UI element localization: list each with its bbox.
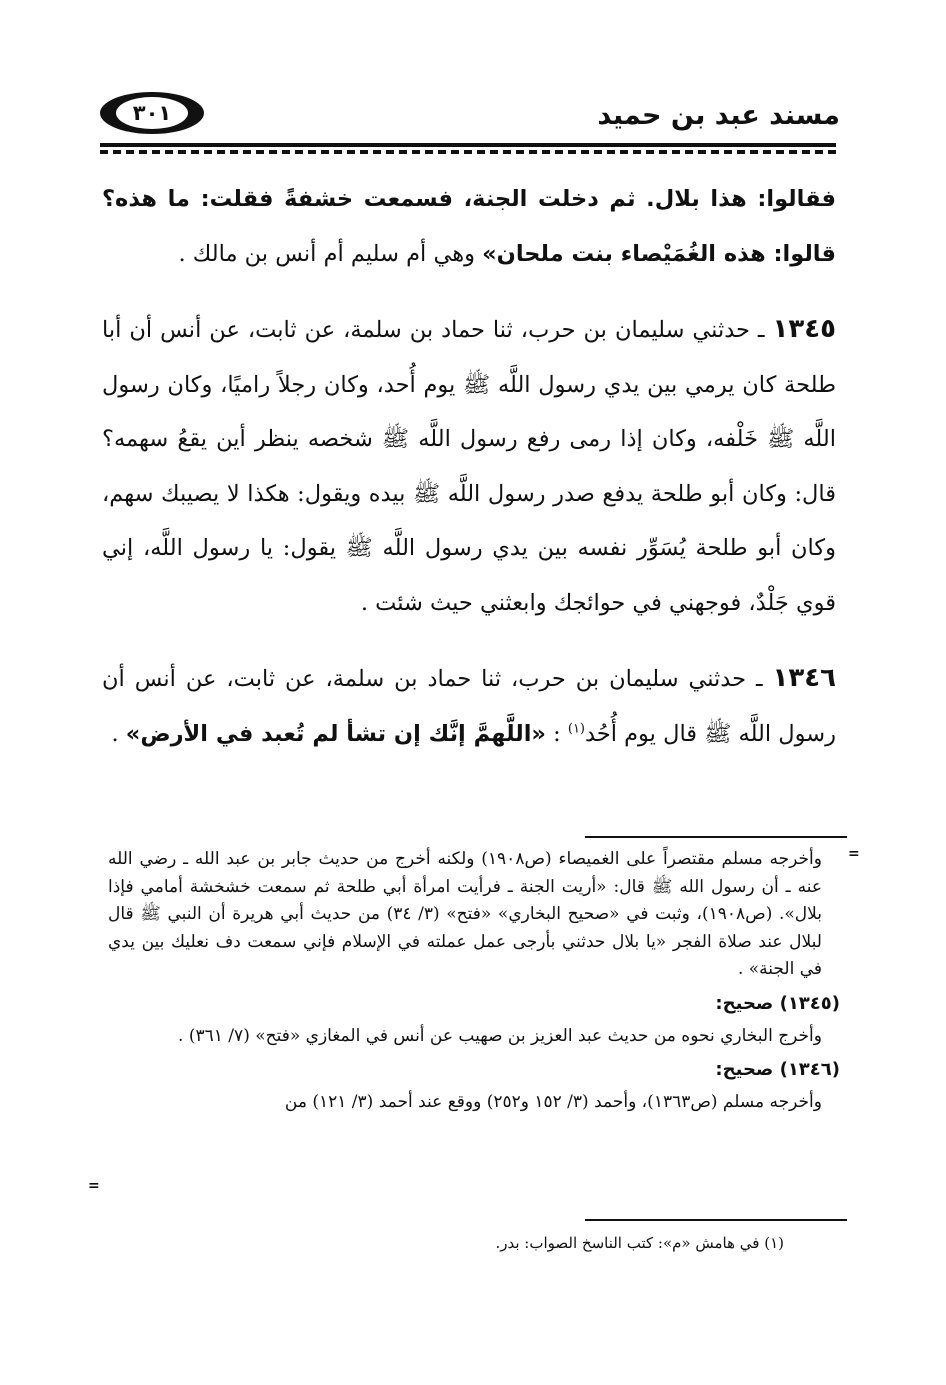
note-label-1345: (١٣٤٥) صحيح: [715, 992, 840, 1014]
footnote-1: (١) في هامش «م»: كتب الناسخ الصواب: بدر. [495, 1234, 784, 1252]
commentary-notes [108, 846, 840, 1117]
hadith-colon: : [545, 720, 568, 747]
book-title: مسند عبد بن حميد [597, 100, 840, 131]
hadith-text: ـ حدثني سليمان بن حرب، ثنا حماد بن سلمة، عن ثابت، عن أنس أن رسول اللَّه ﷺ قال يوم أُحُد [102, 666, 836, 747]
footnote-separator [585, 1219, 847, 1221]
hadith-1346 [102, 651, 836, 761]
note-text-1346: وأخرجه مسلم (ص١٣٦٣)، وأحمد (٣/ ١٥٢ و٢٥٢) ووقع عند أحمد (٣/ ١٢١) من [284, 1092, 822, 1112]
footnote-reference: (١) [567, 721, 585, 736]
note-label-1346: (١٣٤٦) صحيح: [715, 1059, 840, 1080]
note-text-1345: وأخرج البخاري نحوه من حديث عبد العزيز بن صهيب عن أنس في المغازي «فتح» (٧/ ٣٦١) . [178, 1025, 822, 1046]
header-dashed-rule [100, 150, 836, 154]
hadith-text: ـ حدثني سليمان بن حرب، ثنا حماد بن سلمة، عن ثابت، عن أنس أن أبا طلحة كان يرمي بين يدي رسول اللَّه ﷺ يوم أُحد، وكان رجلاً راميًا، وكان رسول اللَّه ﷺ خَلْفه، وكان إذا رمى رفع رسول اللَّه ﷺ شخصه ينظر أين يقعُ سهمه؟ قال: وكان أبو طلحة يدفع صدر رسول اللَّه ﷺ بيده ويقول: هكذا لا يصيبك سهم، وكان أبو طلحة يُسَوِّر نفسه بين يدي رسول اللَّه ﷺ يقول: يا رسول اللَّه، إني قوي جَلْدٌ، فوجهني في حوائجك وابعثني حيث شئت . [102, 317, 836, 616]
continuation-mark-end: = [88, 1178, 100, 1194]
hadith-number: ١٣٤٥ [772, 314, 836, 344]
hadith-end: . [111, 720, 126, 747]
page-number: ٣٠١ [116, 97, 188, 129]
page-header [100, 92, 840, 142]
bold-quote: فقالوا: هذا بلال. ثم دخلت الجنة، فسمعت خشفةً فقلت: ما هذه؟ قالوا: هذه الغُمَيْصاء بنت ملحان» [102, 186, 836, 267]
header-rule [100, 143, 836, 147]
continuation-mark-start: = [848, 846, 860, 862]
paragraph-end: وهي أم سليم أم أنس بن مالك . [178, 240, 483, 267]
hadith-number: ١٣٤٦ [772, 663, 836, 693]
main-text [102, 172, 836, 761]
hadith-quote: «اللَّهمَّ إنَّك إن تشأ لم تُعبد في الأرض» [125, 720, 546, 747]
hadith-1345 [102, 302, 836, 630]
page-number-badge [100, 92, 204, 134]
notes-separator [585, 836, 847, 838]
paragraph-continuation [102, 172, 836, 281]
note-continuation: وأخرجه مسلم مقتصراً على الغميصاء (ص١٩٠٨) ولكنه أخرج من حديث جابر بن عبد الله ـ رضي الله عنه ـ أن رسول الله ﷺ قال: «أريت الجنة ـ فرأيت امرأة أبي طلحة ثم سمعت خشخشة أمامي فإذا بلال». (ص١٩٠٨)، وثبت في «صحيح البخاري» «فتح» (٣/ ٣٤) من حديث أبي هريرة أن النبي ﷺ قال لبلال عند صلاة الفجر «يا بلال حدثني بأرجى عمل عملته في الإسلام فإني سمعت دف نعليك بين يدي في الجنة» . [108, 849, 822, 979]
